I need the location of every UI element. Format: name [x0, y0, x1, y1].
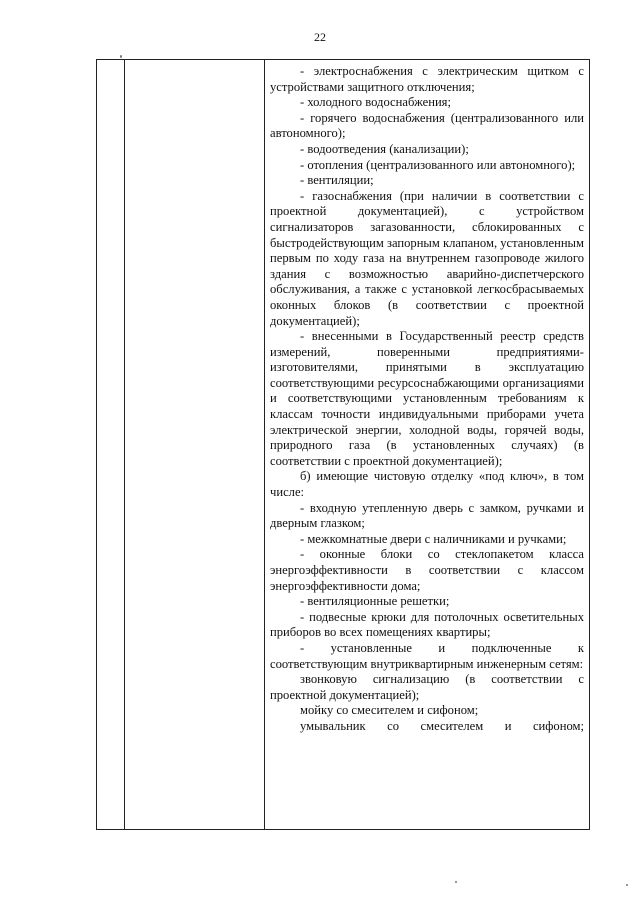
paragraph: - отопления (централизованного или автономного);: [300, 157, 576, 172]
scan-speck: [455, 881, 457, 883]
scan-speck: [626, 884, 628, 886]
paragraph: - горячего водоснабжения (централизованного или автономного);: [270, 110, 584, 141]
paragraph: - подвесные крюки для потолочных осветительных приборов во всех помещениях квартиры;: [270, 609, 584, 640]
column-divider-1: [124, 59, 125, 830]
paragraph: - газоснабжения (при наличии в соответствии с проектной документацией), с устройством сигнализаторов загазованности, сблокированных с быстродействующим запорным клапаном, установленным первым по ходу газа на внутреннем газопроводе жилого здания с возможностью аварийно-диспетчерского обслуживания, а также с установкой легкосбрасываемых оконных блоков (в соответствии с проектной документацией);: [270, 188, 584, 328]
paragraph: б) имеющие чистовую отделку «под ключ», в том числе:: [270, 469, 584, 500]
paragraph: - вентиляции;: [300, 173, 374, 188]
table-cell-text: [270, 64, 584, 735]
paragraph: - межкомнатные двери с наличниками и ручками;: [300, 531, 567, 546]
paragraph: - установленные и подключенные к соответствующим внутриквартирным инженерным сетям:: [270, 640, 584, 671]
paragraph: - входную утепленную дверь с замком, ручками и дверным глазком;: [270, 500, 584, 531]
paragraph: - оконные блоки со стеклопакетом класса энергоэффективности в соответствии с классом энергоэффективности дома;: [270, 547, 584, 593]
paragraph: - вентиляционные решетки;: [300, 594, 450, 609]
column-divider-2: [264, 59, 265, 830]
paragraph: мойку со смесителем и сифоном;: [300, 703, 479, 718]
paragraph: - водоотведения (канализации);: [300, 141, 469, 156]
paragraph: - электроснабжения с электрическим щитком с устройствами защитного отключения;: [270, 64, 584, 94]
paragraph: - внесенными в Государственный реестр средств измерений, поверенными предприятиями-изготовителями, принятыми в эксплуатацию соответствующими ресурсоснабжающими организациями и соответствующими установленным требованиям к классам точности индивидуальными приборами учета электрической энергии, холодной воды, горячей воды, природного газа (в установленных случаях) (в соответствии с проектной документацией);: [270, 329, 584, 468]
paragraph: - холодного водоснабжения;: [300, 95, 451, 110]
scan-speck: [120, 55, 122, 58]
paragraph: звонковую сигнализацию (в соответствии с проектной документацией);: [270, 672, 584, 702]
page-number: 22: [314, 30, 326, 44]
paragraph: умывальник со смесителем и сифоном;: [300, 718, 584, 733]
